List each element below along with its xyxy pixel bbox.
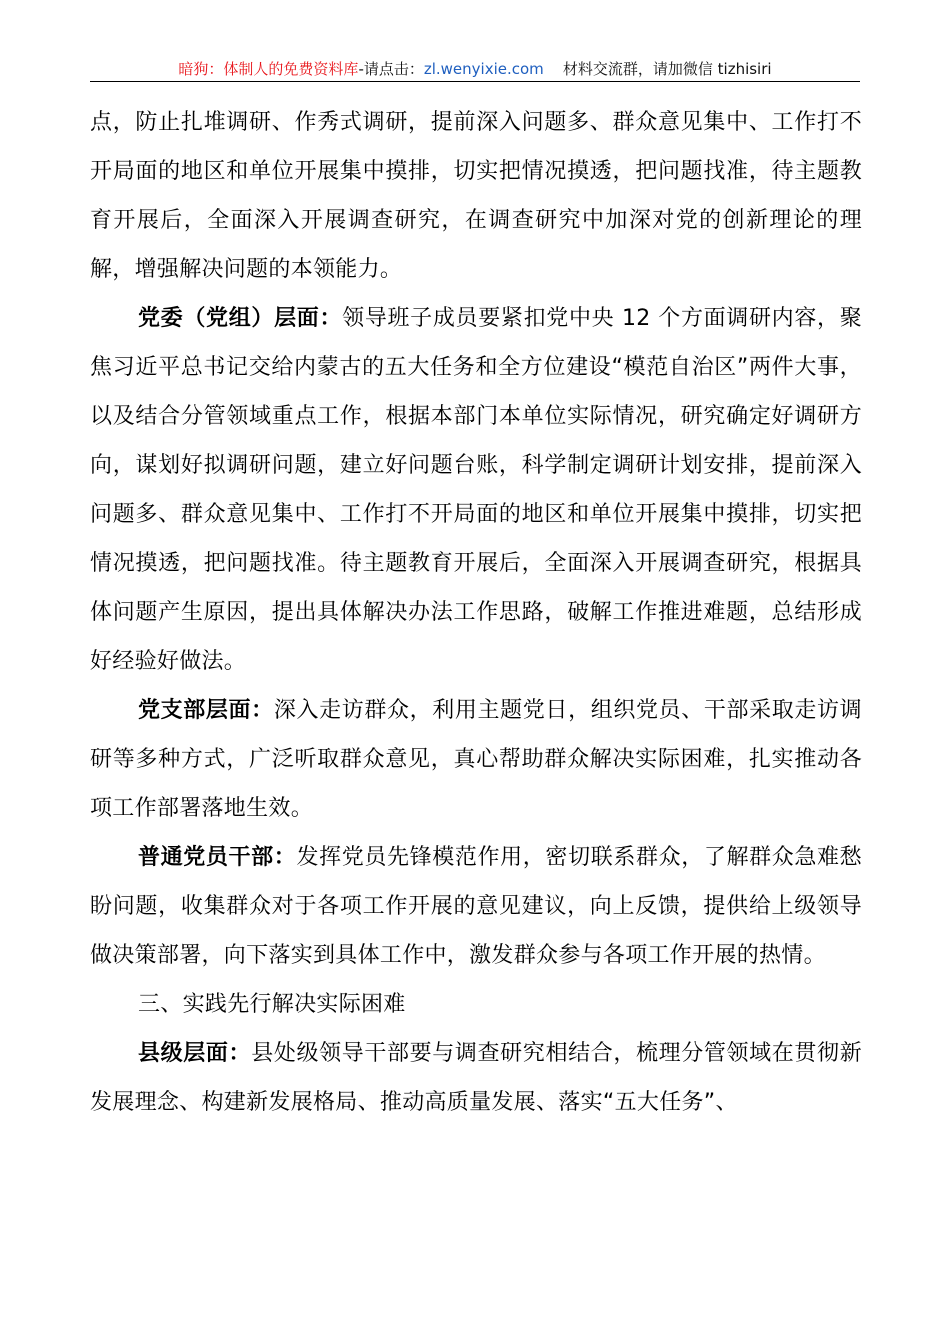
document-body (90, 98, 862, 1127)
paragraph-text: 发挥党员先锋模范作用，密切联系群众，了解群众急难愁盼问题，收集群众对于各项工作开展的意见建议，向上反馈，提供给上级领导做决策部署，向下落实到具体工作中，激发群众参与各项工作开展的热情。 (90, 845, 862, 968)
header-contact: 材料交流群，请加微信 tizhisiri (562, 60, 772, 78)
paragraph-text: 领导班子成员要紧扣党中央 12 个方面调研内容，聚焦习近平总书记交给内蒙古的五大任务和全方位建设“模范自治区”两件大事，以及结合分管领域重点工作，根据本部门本单位实际情况，研究确定好调研方向，谋划好拟调研问题，建立好问题台账，科学制定调研计划安排，提前深入问题多、群众意见集中、工作打不开局面的地区和单位开展集中摸排，切实把情况摸透，把问题找准。待主题教育开展后，全面深入开展调查研究，根据具体问题产生原因，提出具体解决办法工作思路，破解工作推进难题，总结形成好经验好做法。 (90, 306, 863, 674)
paragraph-county-level (90, 1029, 862, 1127)
header-divider (90, 81, 860, 82)
paragraph-party-committee (90, 294, 862, 686)
paragraph-party-members (90, 833, 862, 980)
paragraph-lead: 党支部层面： (138, 698, 274, 723)
paragraph-text: 点，防止扎堆调研、作秀式调研，提前深入问题多、群众意见集中、工作打不开局面的地区和单位开展集中摸排，切实把情况摸透，把问题找准，待主题教育开展后，全面深入开展调查研究，在调查研究中加深对党的创新理论的理解，增强解决问题的本领能力。 (90, 110, 862, 282)
page-header (90, 56, 860, 82)
paragraph-lead: 县级层面： (138, 1041, 252, 1066)
section-heading (90, 980, 862, 1029)
paragraph-lead: 普通党员干部： (138, 845, 297, 870)
paragraph-continuation (90, 98, 862, 294)
paragraph-text: 县处级领导干部要与调查研究相结合，梳理分管领域在贯彻新发展理念、构建新发展格局、推动高质量发展、落实“五大任务”、 (90, 1041, 862, 1115)
header-url-link[interactable]: zl.wenyixie.com (423, 60, 544, 78)
header-brand: 暗狗：体制人的免费资料库 (178, 60, 359, 78)
paragraph-text: 深入走访群众，利用主题党日，组织党员、干部采取走访调研等多种方式，广泛听取群众意见，真心帮助群众解决实际困难，扎实推动各项工作部署落地生效。 (90, 698, 862, 821)
paragraph-lead: 党委（党组）层面： (138, 306, 343, 331)
section-heading-text: 三、实践先行解决实际困难 (138, 992, 406, 1017)
paragraph-party-branch (90, 686, 862, 833)
header-prompt: -请点击： (358, 60, 424, 78)
